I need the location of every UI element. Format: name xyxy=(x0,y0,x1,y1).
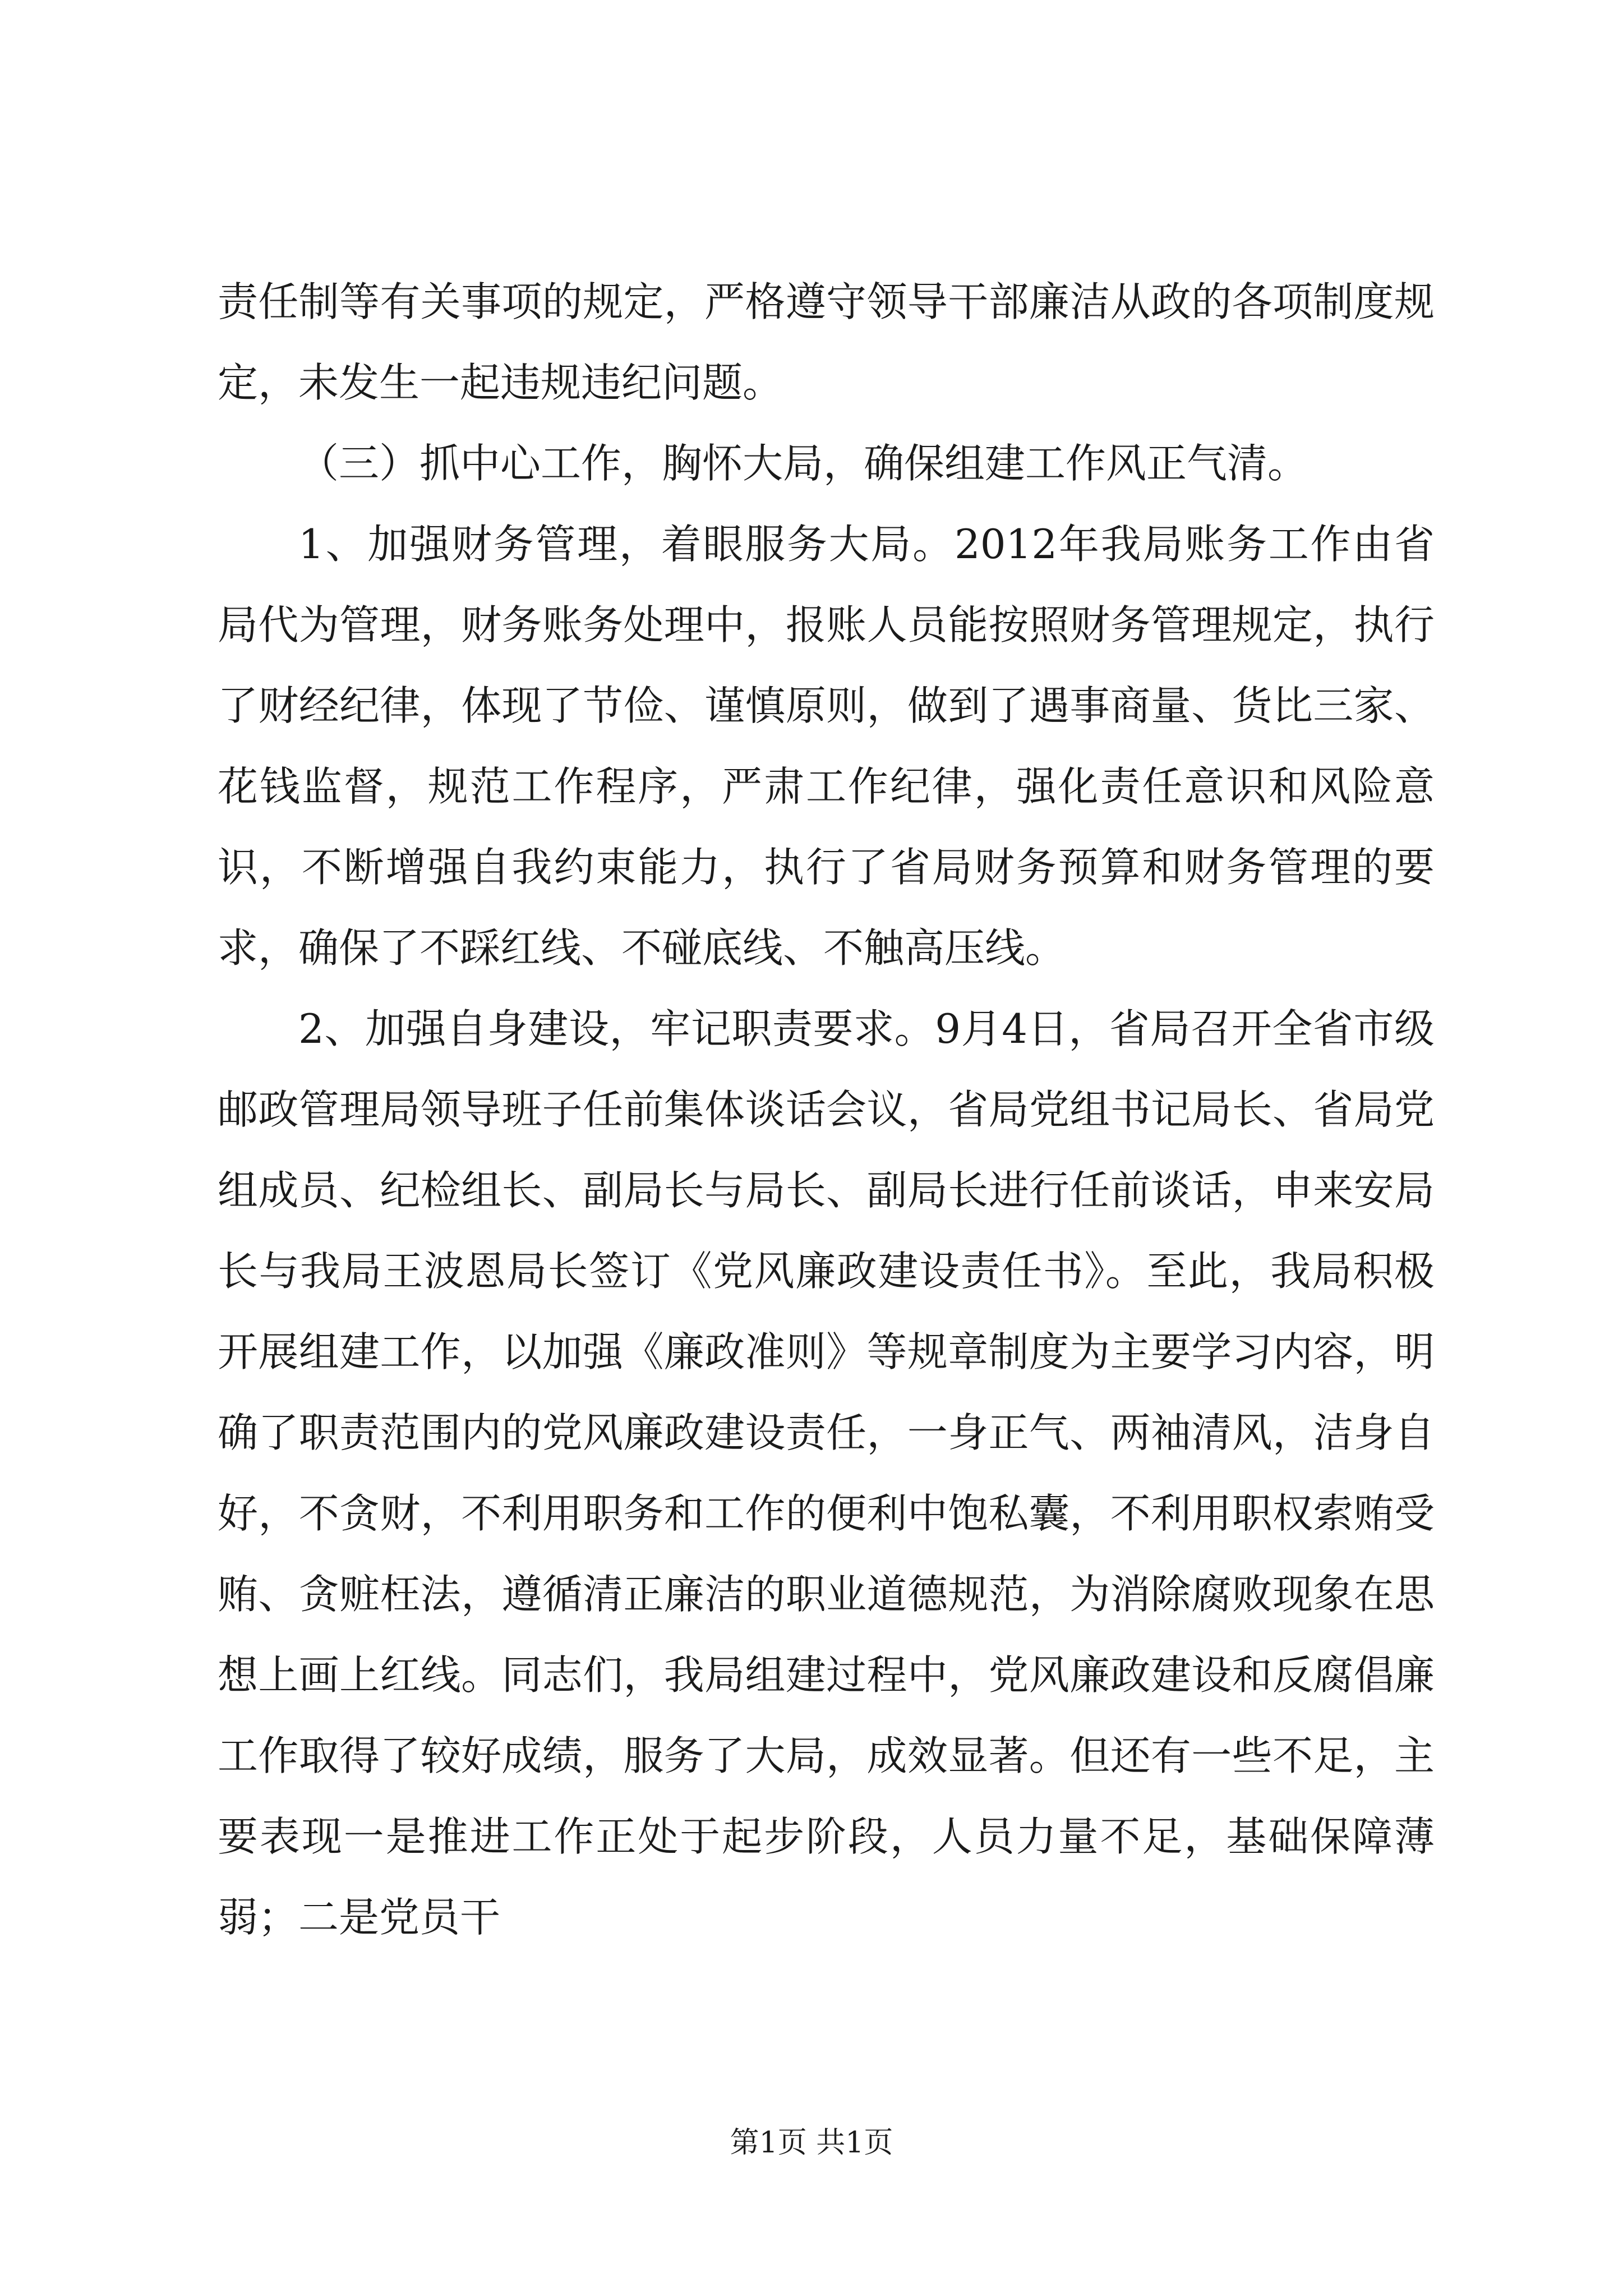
page-footer: 第1页 共1页 xyxy=(730,2126,893,2160)
paragraph-finance-management: 1、加强财务管理，着眼服务大局。2012年我局账务工作由省局代为管理，财务账务处理中，报账人员能按照财务管理规定，执行了财经纪律，体现了节俭、谨慎原则，做到了遇事商量、货比三家、花钱监督，规范工作程序，严肃工作纪律，强化责任意识和风险意识，不断增强自我约束能力，执行了省局财务预算和财务管理的要求，确保了不踩红线、不碰底线、不触高压线。 xyxy=(218,521,1435,972)
paragraph-self-construction: 2、加强自身建设，牢记职责要求。9月4日，省局召开全省市级邮政管理局领导班子任前集体谈话会议，省局党组书记局长、省局党组成员、纪检组长、副局长与局长、副局长进行任前谈话，申来安局长与我局王波恩局长签订《党风廉政建设责任书》。至此，我局积极开展组建工作，以加强《廉政准则》等规章制度为主要学习内容，明确了职责范围内的党风廉政建设责任，一身正气、两袖清风，洁身自好，不贪财，不利用职务和工作的便利中饱私囊，不利用职权索贿受贿、贪赃枉法，遵循清正廉洁的职业道德规范，为消除腐败现象在思想上画上红线。同志们，我局组建过程中，党风廉政建设和反腐倡廉工作取得了较好成绩，服务了大局，成效显著。但还有一些不足，主要表现一是推进工作正处于起步阶段，人员力量不足，基础保障薄弱；二是党员干 xyxy=(218,1005,1435,1941)
document-body xyxy=(218,261,1435,1958)
paragraph-continuation: 责任制等有关事项的规定，严格遵守领导干部廉洁从政的各项制度规定，未发生一起违规违纪问题。 xyxy=(218,278,1435,406)
section-heading: （三）抓中心工作，胸怀大局，确保组建工作风正气清。 xyxy=(298,440,1308,487)
